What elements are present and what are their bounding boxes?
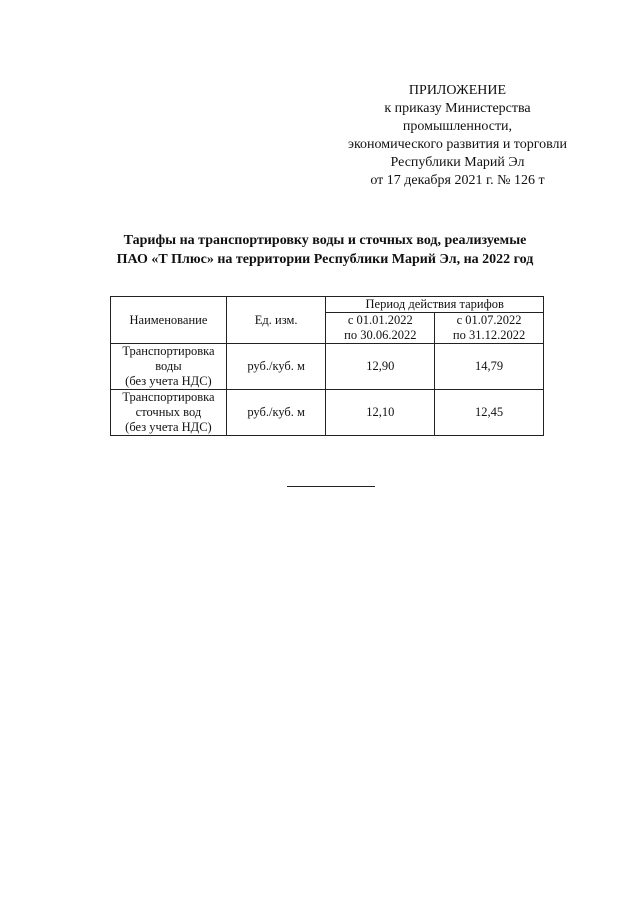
row-unit: руб./куб. м xyxy=(226,344,326,390)
row-name xyxy=(111,390,227,436)
appendix-line: Республики Марий Эл xyxy=(390,155,525,170)
period-1-to: по 30.06.2022 xyxy=(344,328,417,342)
header-period-2 xyxy=(435,313,544,344)
row-name-line: воды xyxy=(155,359,182,373)
table-row xyxy=(111,390,544,436)
row-value-1: 12,90 xyxy=(326,344,435,390)
row-name-line: Транспортировка xyxy=(122,390,215,404)
title-line: Тарифы на транспортировку воды и сточных вод, реализуемые xyxy=(123,233,527,248)
period-2-to: по 31.12.2022 xyxy=(452,328,526,342)
row-name-line: (без учета НДС) xyxy=(125,374,212,388)
row-name-line: сточных вод xyxy=(135,405,202,419)
header-unit: Ед. изм. xyxy=(226,297,326,344)
appendix-line: промышленности, xyxy=(402,119,513,134)
title-line: ПАО «Т Плюс» на территории Республики Марий Эл, на 2022 год xyxy=(116,252,534,267)
table-header-row xyxy=(111,297,544,313)
row-value-2: 14,79 xyxy=(435,344,544,390)
document-title xyxy=(80,231,570,269)
row-value-1: 12,10 xyxy=(326,390,435,436)
appendix-line: ПРИЛОЖЕНИЕ xyxy=(408,83,507,98)
header-period: Период действия тарифов xyxy=(326,297,544,313)
row-value-2: 12,45 xyxy=(435,390,544,436)
period-2-from: с 01.07.2022 xyxy=(456,313,522,327)
header-name: Наименование xyxy=(111,297,227,344)
row-name-line: Транспортировка xyxy=(122,344,215,358)
table-row xyxy=(111,344,544,390)
header-period-1 xyxy=(326,313,435,344)
period-1-from: с 01.01.2022 xyxy=(347,313,413,327)
row-name-line: (без учета НДС) xyxy=(125,420,212,434)
appendix-block xyxy=(300,82,615,190)
tariffs-table xyxy=(110,296,544,436)
appendix-line: экономического развития и торговли xyxy=(347,137,568,152)
row-name xyxy=(111,344,227,390)
end-divider xyxy=(287,486,375,487)
appendix-line: к приказу Министерства xyxy=(384,101,531,116)
appendix-line: от 17 декабря 2021 г. № 126 т xyxy=(370,173,545,188)
row-unit: руб./куб. м xyxy=(226,390,326,436)
